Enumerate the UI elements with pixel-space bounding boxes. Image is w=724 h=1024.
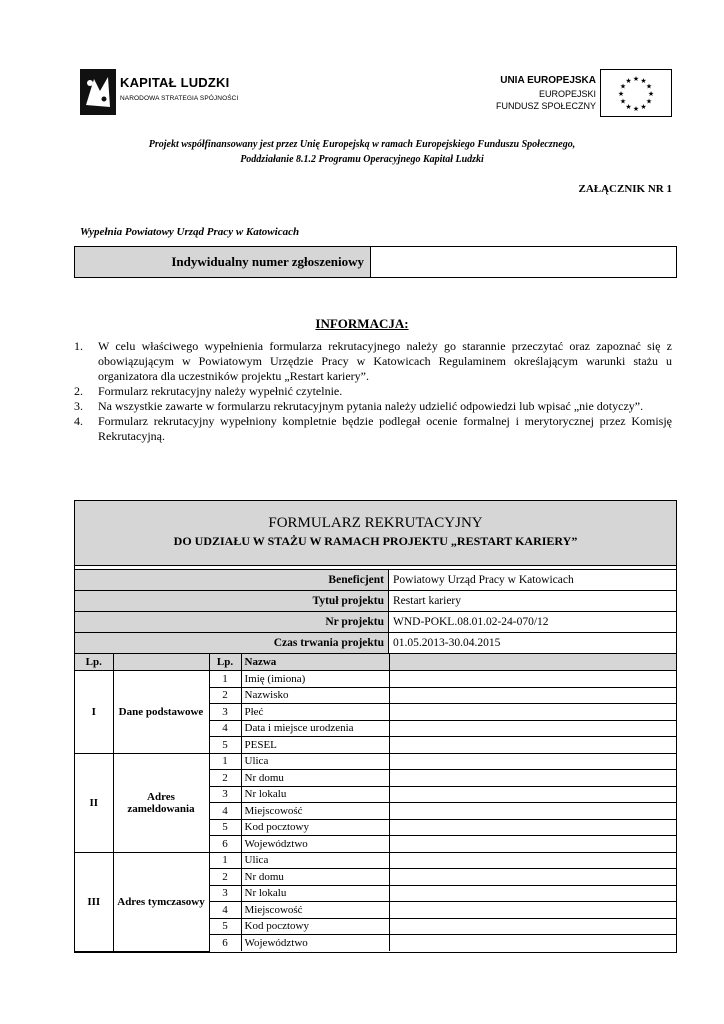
project-detail-row [75,591,676,612]
field-label: Ulica [241,753,389,770]
project-details [75,570,676,654]
application-number-field[interactable] [371,247,676,277]
col-section [113,654,209,671]
recruitment-form [74,500,677,953]
annex-label: ZAŁĄCZNIK NR 1 [578,183,672,195]
eu-star-icon: ★ [619,97,627,106]
field-value-cell[interactable] [389,935,676,952]
information-item [74,384,672,399]
eu-star-icon: ★ [647,90,655,98]
information-item-text: Formularz rekrutacyjny wypełniony kompletnie będzie podlegał ocenie formalnej i merytorycznej przez Komisję Rekrutacyjną. [98,414,672,443]
field-value-cell[interactable] [389,836,676,853]
row-number: 2 [209,869,241,886]
row-number: 6 [209,836,241,853]
cofinancing-note [60,137,664,167]
eu-star-icon: ★ [625,102,632,111]
row-number: 1 [209,852,241,869]
field-label: Kod pocztowy [241,819,389,836]
eu-star-icon: ★ [632,105,640,113]
field-label: Kod pocztowy [241,918,389,935]
section-name: Adres zameldowania [113,753,209,852]
field-value-cell[interactable] [389,803,676,820]
project-detail-value: Powiatowy Urząd Pracy w Katowicach [393,574,574,586]
field-value-cell[interactable] [389,737,676,754]
information-item-text: Formularz rekrutacyjny należy wypełnić czytelnie. [98,384,343,398]
form-title: FORMULARZ REKRUTACYJNY [268,515,483,531]
project-detail-value: WND-POKL.08.01.02-24-070/12 [393,616,549,628]
col-name: Nazwa [241,654,389,671]
row-number: 2 [209,687,241,704]
row-number: 4 [209,902,241,919]
eu-line-1: UNIA EUROPEJSKA [500,75,596,86]
field-value-cell[interactable] [389,671,676,688]
eu-line-3: FUNDUSZ SPOŁECZNY [495,101,596,111]
information-heading: INFORMACJA: [315,316,409,331]
eu-star-icon: ★ [640,102,647,111]
eu-line-2: EUROPEJSKI [538,89,596,99]
eu-star-icon: ★ [645,97,653,106]
information-item-number: 1. [74,339,83,353]
field-label: Data i miejsce urodzenia [241,720,389,737]
row-number: 5 [209,918,241,935]
field-label: Imię (imiona) [241,671,389,688]
field-label: PESEL [241,737,389,754]
field-label: Nr lokalu [241,885,389,902]
col-lp: Lp. [75,654,113,671]
row-number: 5 [209,819,241,836]
field-value-cell[interactable] [389,902,676,919]
information-item-text: Na wszystkie zawarte w formularzu rekrutacyjnym pytania należy udzielić odpowiedzi lub wpisać „nie dotyczy”. [98,399,644,413]
information-item-text: W celu właściwego wypełnienia formularza rekrutacyjnego należy go starannie przeczytać oraz zapoznać się z obowiązującym w Powiatowym Urzędzie Pracy w Katowicach Regulaminem określającym warunki stażu u organizatora dla uczestników projektu „Restart kariery”. [98,339,672,383]
col-value [389,654,676,671]
information-item-number: 4. [74,414,83,428]
row-number: 4 [209,720,241,737]
project-detail-label: Beneficjent [75,570,389,590]
project-detail-value: 01.05.2013-30.04.2015 [393,637,501,649]
field-label: Nr lokalu [241,786,389,803]
eu-star-icon: ★ [617,90,625,98]
field-label: Miejscowość [241,803,389,820]
information-list [74,339,672,444]
application-number-label: Indywidualny numer zgłoszeniowy [75,247,371,277]
field-label: Nr domu [241,770,389,787]
section-number: I [75,671,113,754]
row-number: 4 [209,803,241,820]
information-item [74,414,672,444]
field-value-cell[interactable] [389,786,676,803]
application-number-box [74,246,677,278]
cofinancing-line-1: Projekt współfinansowany jest przez Unię Europejską w ramach Europejskiego Funduszu Społecznego, [148,139,576,150]
table-row [75,671,676,688]
applicant-data-table [75,654,676,952]
eu-star-icon: ★ [632,75,640,83]
section-name: Adres tymczasowy [113,852,209,951]
field-label: Województwo [241,836,389,853]
information-item-number: 2. [74,384,83,398]
row-number: 3 [209,786,241,803]
section-number: II [75,753,113,852]
field-value-cell[interactable] [389,885,676,902]
field-label: Ulica [241,852,389,869]
field-label: Płeć [241,704,389,721]
row-number: 6 [209,935,241,952]
form-subtitle: DO UDZIAŁU W STAŻU W RAMACH PROJEKTU „RESTART KARIERY” [173,534,578,548]
field-value-cell[interactable] [389,704,676,721]
project-detail-value: Restart kariery [393,595,462,607]
field-value-cell[interactable] [389,687,676,704]
field-value-cell[interactable] [389,753,676,770]
row-number: 1 [209,753,241,770]
field-value-cell[interactable] [389,770,676,787]
field-value-cell[interactable] [389,869,676,886]
field-value-cell[interactable] [389,918,676,935]
row-number: 1 [209,671,241,688]
kapital-ludzki-title: KAPITAŁ LUDZKI [120,75,230,90]
form-header [75,501,676,566]
table-header-row [75,654,676,671]
project-detail-row [75,612,676,633]
kapital-ludzki-subtitle: NARODOWA STRATEGIA SPÓJNOŚCI [120,95,239,102]
project-detail-label: Nr projektu [75,612,389,632]
row-number: 2 [209,770,241,787]
eu-star-icon: ★ [619,82,627,91]
office-fill-note: Wypełnia Powiatowy Urząd Pracy w Katowicach [80,226,300,238]
table-row [75,852,676,869]
project-detail-row [75,570,676,591]
field-value-cell[interactable] [389,720,676,737]
row-number: 3 [209,704,241,721]
field-label: Nazwisko [241,687,389,704]
information-item-number: 3. [74,399,83,413]
section-name: Dane podstawowe [113,671,209,754]
eu-star-icon: ★ [625,77,632,86]
table-row [75,753,676,770]
eu-logo [488,69,672,119]
row-number: 3 [209,885,241,902]
eu-star-icon: ★ [645,82,653,91]
project-detail-row [75,633,676,654]
field-value-cell[interactable] [389,852,676,869]
field-label: Nr domu [241,869,389,886]
information-item [74,339,672,384]
cofinancing-line-2: Poddziałanie 8.1.2 Programu Operacyjnego Kapitał Ludzki [240,154,484,165]
kapital-ludzki-emblem-icon [80,69,116,115]
field-value-cell[interactable] [389,819,676,836]
row-number: 5 [209,737,241,754]
eu-star-icon: ★ [640,77,647,86]
information-item [74,399,672,414]
project-detail-label: Tytuł projektu [75,591,389,611]
field-label: Województwo [241,935,389,952]
eu-flag-icon [600,69,672,117]
col-lp-2: Lp. [209,654,241,671]
kapital-ludzki-logo [80,69,250,119]
field-label: Miejscowość [241,902,389,919]
section-number: III [75,852,113,951]
project-detail-label: Czas trwania projektu [75,633,389,653]
